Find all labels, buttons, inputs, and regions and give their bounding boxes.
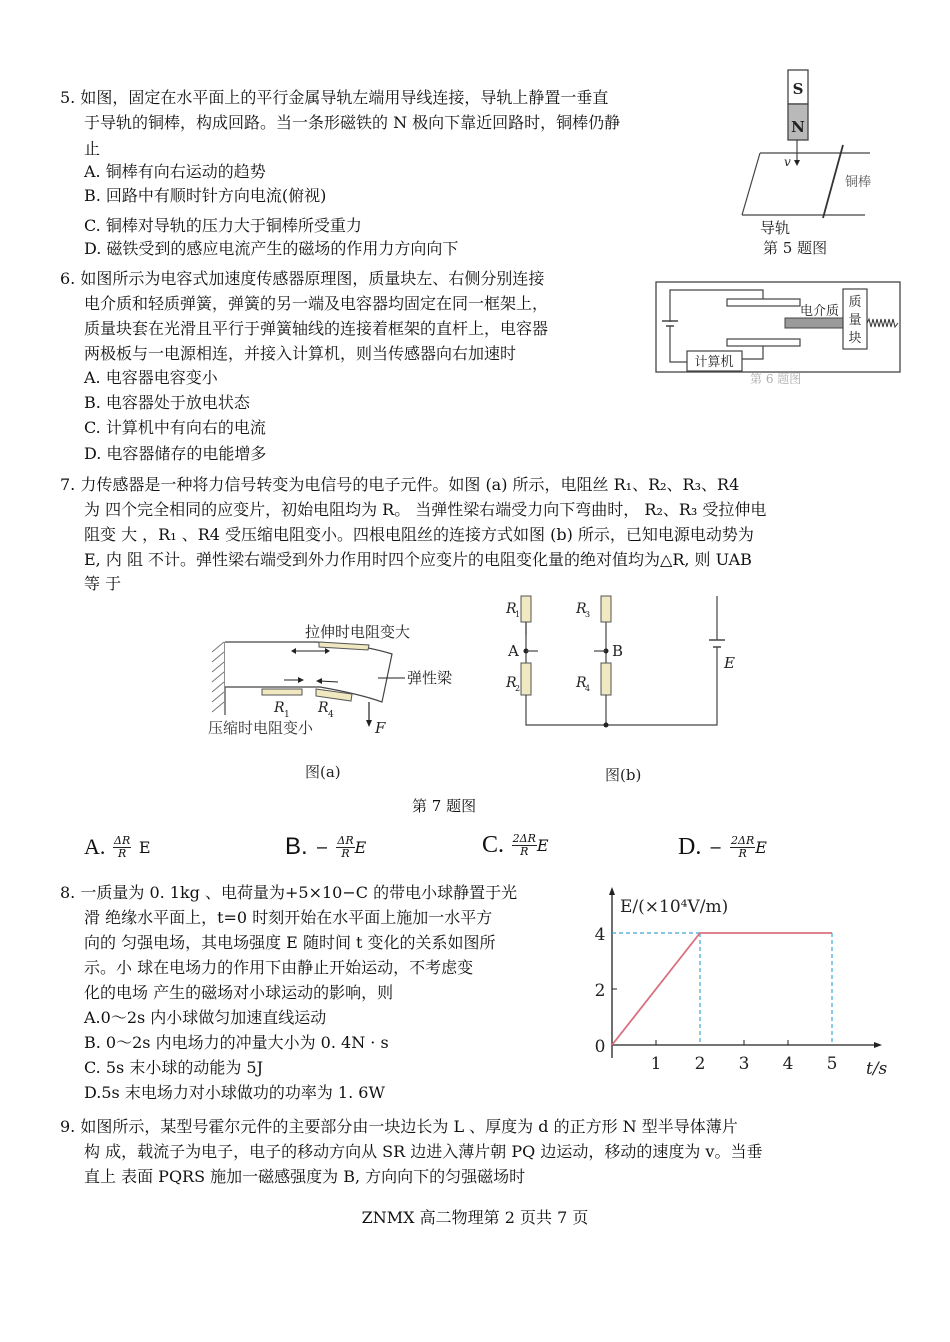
q6-option-c: C. 计算机中有向右的电流 bbox=[84, 418, 266, 437]
q6-option-d: D. 电容器储存的电能增多 bbox=[84, 444, 267, 463]
q7-option-b: B. − $\frac{\Delta R}{R}$ E bbox=[285, 833, 367, 860]
q8-text-line: 滑 绝缘水平面上，t=0 时刻开始在水平面上施加一水平方 bbox=[84, 908, 493, 927]
svg-text:B: B bbox=[612, 642, 624, 660]
q8-text-line: 向的 匀强电场，其电场强度 E 随时间 t 变化的关系如图所 bbox=[84, 933, 496, 952]
q7-text-line: 7. 力传感器是一种将力信号转变为电信号的电子元件。如图 (a) 所示，电阻丝 R₁、R₂、R₃、R4 bbox=[60, 475, 740, 494]
svg-text:2: 2 bbox=[594, 981, 606, 1001]
magnet-n-label: N bbox=[791, 118, 805, 136]
page-footer: ZNMX 高二物理第 2 页共 7 页 bbox=[361, 1208, 589, 1227]
q9-text-line: 9. 如图所示，某型号霍尔元件的主要部分由一块边长为 L 、厚度为 d 的正方形 N 型半导体薄片 bbox=[60, 1117, 738, 1136]
svg-text:A: A bbox=[508, 642, 519, 660]
q6-text-line: 两极板与一电源相连，并接入计算机，则当传感器向右加速时 bbox=[84, 344, 517, 363]
svg-text:压缩时电阻变小: 压缩时电阻变小 bbox=[208, 719, 314, 737]
y-axis-arrow-icon bbox=[609, 887, 615, 895]
svg-text:量: 量 bbox=[848, 313, 862, 328]
q5-option-d: D. 磁铁受到的感应电流产生的磁场的作用力方向向下 bbox=[84, 239, 459, 258]
spring-icon bbox=[867, 319, 898, 327]
svg-text:1: 1 bbox=[650, 1054, 662, 1074]
svg-text:3: 3 bbox=[585, 610, 591, 619]
svg-text:R: R bbox=[576, 675, 587, 691]
svg-text:v: v bbox=[784, 155, 791, 169]
x-axis-label: t/s bbox=[866, 1059, 888, 1079]
svg-text:R: R bbox=[274, 700, 285, 716]
q6-figure-capacitive-sensor bbox=[650, 275, 910, 390]
svg-text:计算机: 计算机 bbox=[694, 355, 734, 370]
svg-text:拉伸时电阻变大: 拉伸时电阻变大 bbox=[305, 623, 411, 641]
svg-text:E: E bbox=[724, 654, 735, 672]
svg-text:4: 4 bbox=[328, 710, 334, 720]
svg-text:R: R bbox=[506, 601, 517, 617]
svg-text:第 6 题图: 第 6 题图 bbox=[750, 372, 802, 386]
q7-text-line: 等 于 bbox=[84, 574, 122, 593]
x-axis-arrow-icon bbox=[874, 1042, 882, 1048]
q9-text-line: 直上 表面 PQRS 施加一磁感强度为 B, 方向向下的匀强磁场时 bbox=[84, 1167, 526, 1186]
svg-text:4: 4 bbox=[594, 925, 606, 945]
svg-text:R: R bbox=[506, 675, 517, 691]
q8-option-d: D.5s 末电场力对小球做功的功率为 1. 6W bbox=[84, 1083, 385, 1102]
svg-text:5: 5 bbox=[826, 1054, 838, 1074]
q6-option-a: A. 电容器电容变小 bbox=[84, 368, 218, 387]
figure-caption: 图(a) bbox=[305, 763, 341, 781]
q8-text-line: 示。小 球在电场力的作用下由静止开始运动，不考虑变 bbox=[84, 958, 474, 977]
svg-text:块: 块 bbox=[848, 331, 862, 346]
svg-text:铜棒: 铜棒 bbox=[845, 175, 872, 190]
q5-text-line: 于导轨的铜棒，构成回路。当一条形磁铁的 N 极向下靠近回路时，铜棒仍静 bbox=[84, 113, 621, 132]
svg-text:2: 2 bbox=[515, 684, 521, 693]
force-arrow-icon bbox=[366, 720, 372, 727]
svg-text:2: 2 bbox=[694, 1054, 706, 1074]
q8-option-b: B. 0～2s 内电场力的冲量大小为 0. 4N · s bbox=[84, 1033, 389, 1052]
svg-text:弹性梁: 弹性梁 bbox=[407, 669, 453, 687]
q7-figure-a-beam bbox=[200, 590, 500, 790]
q5-option-a: A. 铜棒有向右运动的趋势 bbox=[84, 162, 266, 181]
svg-text:电介质: 电介质 bbox=[800, 304, 840, 319]
svg-text:4: 4 bbox=[782, 1054, 794, 1074]
e-series-line bbox=[612, 933, 832, 1045]
q5-option-b: B. 回路中有顺时针方向电流(俯视) bbox=[84, 186, 327, 205]
figure-caption: 图(b) bbox=[605, 766, 642, 784]
velocity-arrow-icon bbox=[794, 160, 800, 166]
svg-text:0: 0 bbox=[594, 1037, 606, 1057]
figure-caption: 第 5 题图 bbox=[763, 239, 828, 257]
q7-text-line: E, 内 阻 不计。弹性梁右端受到外力作用时四个应变片的电阻变化量的绝对值均为△R, 则 UAB bbox=[84, 550, 752, 569]
svg-text:R: R bbox=[318, 700, 329, 716]
svg-text:4: 4 bbox=[585, 684, 591, 693]
q6-text-line: 电介质和轻质弹簧，弹簧的另一端及电容器均固定在同一框架上， bbox=[84, 294, 549, 313]
svg-text:导轨: 导轨 bbox=[760, 219, 791, 237]
magnet-s-label: S bbox=[792, 80, 804, 98]
q5-figure-magnet-rails bbox=[730, 60, 910, 270]
q5-text-line: 5. 如图，固定在水平面上的平行金属导轨左端用导线连接，导轨上静置一垂直 bbox=[60, 88, 609, 107]
q7-figure-b-bridge-circuit bbox=[500, 590, 760, 790]
q6-text-line: 6. 如图所示为电容式加速度传感器原理图，质量块左、右侧分别连接 bbox=[60, 269, 545, 288]
q7-text-line: 为 四个完全相同的应变片，初始电阻均为 R。 当弹性梁右端受力向下弯曲时， R₂、R₃ 受拉伸电 bbox=[84, 500, 767, 519]
copper-rod bbox=[823, 145, 843, 218]
q8-option-c: C. 5s 末小球的动能为 5J bbox=[84, 1058, 264, 1077]
q8-text-line: 8. 一质量为 0. 1kg 、电荷量为+5×10−C 的带电小球静置于光 bbox=[60, 883, 518, 902]
q7-text-line: 阻变 大 ，R₁ 、R4 受压缩电阻变小。四根电阻丝的连接方式如图 (b) 所示，已知电源电动势为 bbox=[84, 525, 754, 544]
dielectric bbox=[785, 318, 843, 328]
q6-option-b: B. 电容器处于放电状态 bbox=[84, 393, 250, 412]
svg-text:1: 1 bbox=[515, 610, 521, 619]
svg-text:1: 1 bbox=[284, 710, 290, 720]
q9-text-line: 构 成，载流子为电子，电子的移动方向从 SR 边进入薄片朝 PQ 边运动，移动的速度为 v。当垂 bbox=[84, 1142, 763, 1161]
y-axis-label: E/(×10⁴V/m) bbox=[620, 897, 729, 917]
q7-option-a: A. $\frac{\Delta R}{R}$ E bbox=[84, 834, 151, 860]
q5-text-line: 止 bbox=[84, 139, 101, 158]
q6-text-line: 质量块套在光滑且平行于弹簧轴线的连接着框架的直杆上，电容器 bbox=[84, 319, 549, 338]
q8-text-line: 化的电场 产生的磁场对小球运动的影响，则 bbox=[84, 983, 394, 1002]
q7-option-d: D. − $\frac{2\Delta R}{R}$ E bbox=[678, 834, 767, 860]
svg-text:质: 质 bbox=[848, 295, 862, 310]
q8-chart-e-vs-t bbox=[590, 880, 900, 1080]
q7-option-c: C. $\frac{2\Delta R}{R}$ E bbox=[482, 832, 549, 858]
q5-option-c: C. 铜棒对导轨的压力大于铜棒所受重力 bbox=[84, 216, 362, 235]
q8-option-a: A.0～2s 内小球做匀加速直线运动 bbox=[84, 1008, 327, 1027]
svg-text:F: F bbox=[375, 719, 386, 737]
svg-text:3: 3 bbox=[738, 1054, 750, 1074]
svg-text:R: R bbox=[576, 601, 587, 617]
q7-figure-caption: 第 7 题图 bbox=[412, 797, 477, 815]
